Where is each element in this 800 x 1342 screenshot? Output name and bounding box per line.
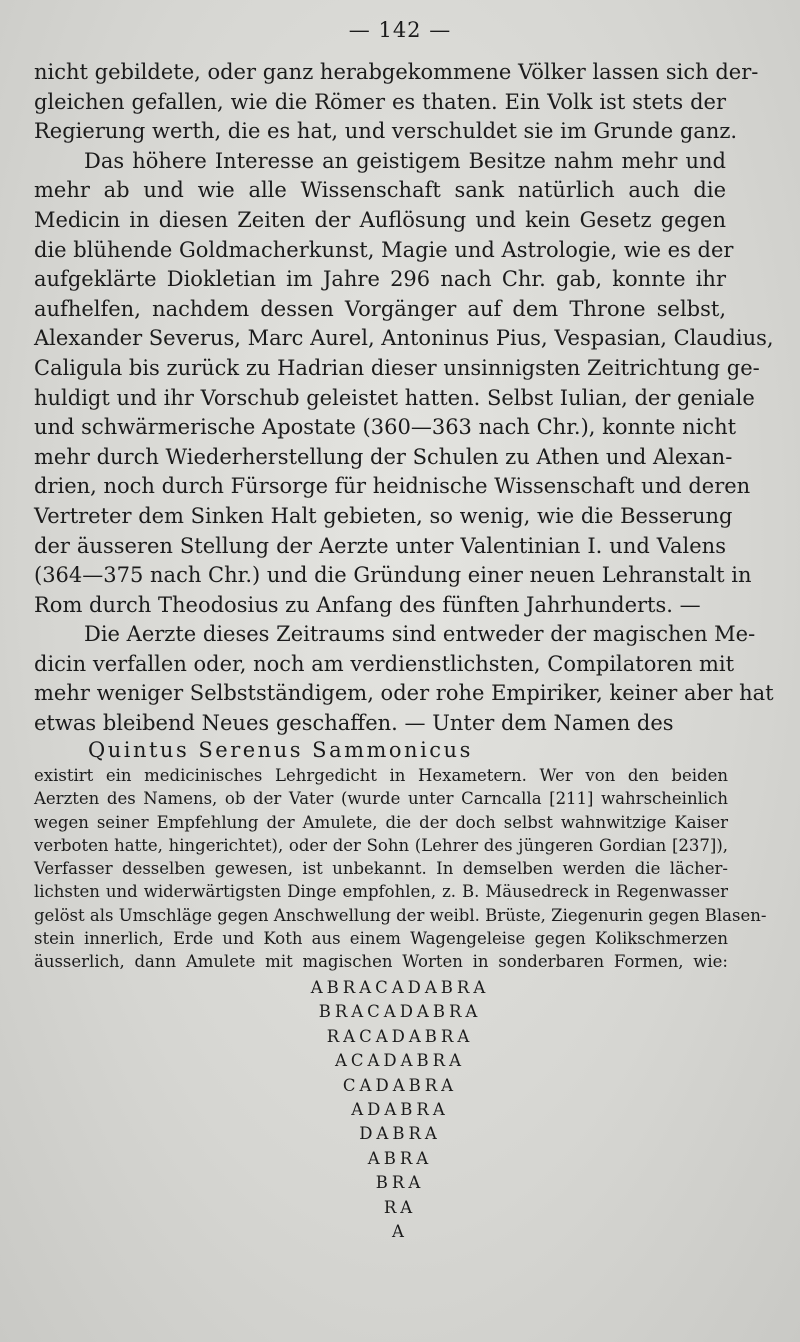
amulet-row: CADABRA <box>342 1075 458 1095</box>
text-line: Medicin in diesen Zeiten der Auflösung und kein Gesetz gegen <box>34 207 726 232</box>
small-text-line: äusserlich, dann Amulete mit magischen Worten in sonderbaren Formen, wie: <box>34 952 728 972</box>
small-text-line: stein innerlich, Erde und Koth aus einem Wagengeleise gegen Kolikschmerzen <box>34 929 728 949</box>
text-line: und schwärmerische Apostate (360—363 nach Chr.), konnte nicht <box>34 415 737 440</box>
text-line: drien, noch durch Fürsorge für heidnische Wissenschaft und deren <box>34 474 751 499</box>
abracadabra-triangle <box>0 976 800 1244</box>
small-text-line: Verfasser desselben gewesen, ist unbekannt. In demselben werden die lächer- <box>34 859 728 879</box>
amulet-row: RACADABRA <box>326 1026 474 1046</box>
small-text-line: existirt ein medicinisches Lehrgedicht in Hexametern. Wer von den beiden <box>34 766 728 785</box>
text-line: Regierung werth, die es hat, und verschuldet sie im Grunde ganz. <box>34 119 738 144</box>
text-line: etwas bleibend Neues geschaffen. — Unter dem Namen des <box>34 711 674 736</box>
small-text-line: wegen seiner Empfehlung der Amulete, die der doch selbst wahnwitzige Kaiser <box>34 812 728 832</box>
amulet-row: DABRA <box>359 1124 441 1144</box>
small-text-line: lichsten und widerwärtigsten Dinge empfohlen, z. B. Mäusedreck in Regenwasser <box>34 882 728 902</box>
text-line: Rom durch Theodosius zu Anfang des fünften Jahrhunderts. — <box>34 592 701 617</box>
amulet-row: BRACADABRA <box>318 1002 482 1022</box>
text-line: mehr weniger Selbstständigem, oder rohe Empiriker, keiner aber hat <box>34 681 774 706</box>
section-heading: Quintus Serenus Sammonicus <box>88 738 473 762</box>
amulet-row: RA <box>383 1197 417 1217</box>
amulet-row: BRA <box>375 1173 425 1193</box>
text-line: Die Aerzte dieses Zeitraums sind entweder der magischen Me- <box>84 622 756 647</box>
small-text-line: verboten hatte, hingerichtet), oder der Sohn (Lehrer des jüngeren Gordian [237]), <box>34 835 728 855</box>
amulet-row: ABRACADABRA <box>310 978 490 997</box>
text-line: Das höhere Interesse an geistigem Besitze nahm mehr und <box>84 148 726 173</box>
amulet-row: ADABRA <box>351 1100 449 1120</box>
text-line: die blühende Goldmacherkunst, Magie und Astrologie, wie es der <box>34 237 734 262</box>
small-text-line: Aerzten des Namens, ob der Vater (wurde unter Carncalla [211] wahrscheinlich <box>34 789 728 809</box>
text-line: Vertreter dem Sinken Halt gebieten, so wenig, wie die Besserung <box>34 503 733 528</box>
text-line: der äusseren Stellung der Aerzte unter Valentinian I. und Valens <box>34 533 726 558</box>
small-print-paragraph <box>34 764 767 974</box>
text-line: gleichen gefallen, wie die Römer es thaten. Ein Volk ist stets der <box>34 89 726 114</box>
text-line: Caligula bis zurück zu Hadrian dieser unsinnigsten Zeitrichtung ge- <box>34 355 760 380</box>
amulet-row: ACADABRA <box>334 1051 466 1071</box>
text-line: huldigt und ihr Vorschub geleistet hatten. Selbst Iulian, der geniale <box>34 385 755 410</box>
amulet-row: ABRA <box>367 1148 433 1168</box>
small-text-line: gelöst als Umschläge gegen Anschwellung der weibl. Brüste, Ziegenurin gegen Blasen- <box>34 905 767 925</box>
text-line: Alexander Severus, Marc Aurel, Antoninus Pius, Vespasian, Claudius, <box>34 326 774 351</box>
text-line: nicht gebildete, oder ganz herabgekommene Völker lassen sich der- <box>34 60 759 84</box>
text-line: aufhelfen, nachdem dessen Vorgänger auf dem Throne selbst, <box>34 296 726 321</box>
text-line: mehr ab und wie alle Wissenschaft sank natürlich auch die <box>34 178 726 203</box>
main-paragraphs <box>34 58 774 739</box>
text-line: mehr durch Wiederherstellung der Schulen zu Athen und Alexan- <box>34 444 733 469</box>
amulet-row: A <box>392 1222 408 1242</box>
page-number: — 142 — <box>348 18 452 42</box>
text-line: (364—375 nach Chr.) und die Gründung einer neuen Lehranstalt in <box>34 563 752 588</box>
text-line: dicin verfallen oder, noch am verdienstlichsten, Compilatoren mit <box>34 651 735 676</box>
text-line: aufgeklärte Diokletian im Jahre 296 nach Chr. gab, konnte ihr <box>34 267 726 292</box>
